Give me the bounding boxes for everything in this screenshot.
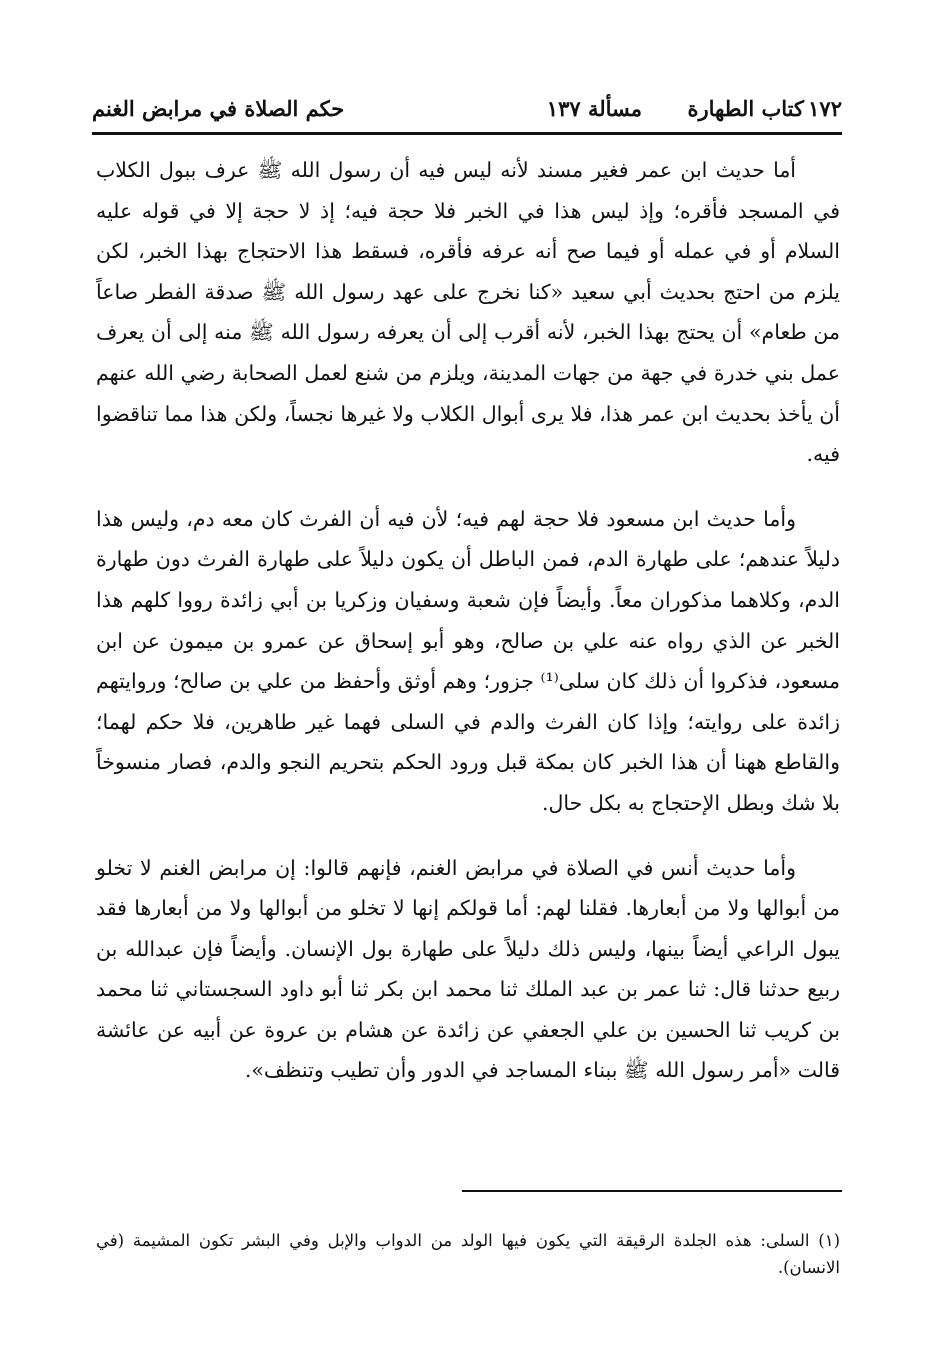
paragraph-ibn-umar: أما حديث ابن عمر فغير مسند لأنه ليس فيه أن رسول الله ﷺ عرف ببول الكلاب في المسجد فأقره؛ وإذ ليس هذا في الخبر فلا حجة فيه؛ إذ لا حجة إلا في قوله عليه السلام أو في عمله أو فيما صح أنه عرفه فأقره، فسقط هذا الاحتجاج بهذا الخبر، لكن يلزم من احتج بحديث أبي سعيد «كنا نخرج على عهد رسول الله ﷺ صدقة الفطر صاعاً من طعام» أن يحتج بهذا الخبر، لأنه أقرب إلى أن يعرفه رسول الله ﷺ منه إلى أن يعرف عمل بني خدرة في جهة من جهات المدينة، ويلزم من شنع لعمل الصحابة رضي الله عنهم أن يأخذ بحديث ابن عمر هذا، فلا يرى أبوال الكلاب ولا غيرها نجساً، ولكن هذا مما تناقضوا فيه.	[96, 158, 841, 467]
footnote-rule	[462, 1190, 842, 1192]
paragraph-ibn-masud: وأما حديث ابن مسعود فلا حجة لهم فيه؛ لأن فيه أن الفرث كان معه دم، وليس هذا دليلاً عندهم؛ على طهارة الدم، فمن الباطل أن يكون دليلاً على طهارة الفرث دون طهارة الدم، وكلاهما مذكوران معاً. وأيضاً فإن شعبة وسفيان وزكريا بن أبي زائدة رووا كلهم هذا الخبر عن الذي رواه عنه علي بن صالح، وهو أبو إسحاق عن عمرو بن ميمون عن ابن مسعود، فذكروا أن ذلك كان سلى⁽¹⁾ جزور؛ وهم أوثق وأحفظ من علي بن صالح؛ وروايتهم زائدة على روايته؛ وإذا كان الفرث والدم في السلى فهما غير طاهرين، فلا حكم لهما؛ والقاطع ههنا أن هذا الخبر كان بمكة قبل ورود الحكم بتحريم النجو والدم، فصار منسوخاً بلا شك وبطل الإحتجاج به بكل حال.	[96, 506, 840, 815]
running-header	[92, 96, 842, 130]
footnote: (١) السلى: هذه الجلدة الرقيقة التي يكون فيها الولد من الدواب والإبل وفي البشر تكون المشيمة (في الانسان).	[96, 1231, 840, 1277]
book-title: كتاب الطهارة	[687, 96, 804, 121]
issue-number: مسألة ١٣٧	[546, 96, 642, 121]
paragraph-anas: وأما حديث أنس في الصلاة في مرابض الغنم، فإنهم قالوا: إن مرابض الغنم لا تخلو من أبوالها ولا من أبعارها. فقلنا لهم: أما قولكم إنها لا تخلو من أبوالها ولا من أبعارها فقد يبول الراعي أيضاً بينها، وليس ذلك دليلاً على طهارة بول الإنسان. وأيضاً فإن عبدالله بن ربيع حدثنا قال: ثنا عمر بن عبد الملك ثنا محمد ابن بكر ثنا أبو داود السجستاني ثنا محمد بن كريب ثنا الحسين بن علي الجعفي عن زائدة عن هشام بن عروة عن أبيه عن عائشة قالت «أمر رسول الله ﷺ ببناء المساجد في الدور وأن تطيب وتنظف».	[96, 855, 840, 1083]
chapter-title: حكم الصلاة في مرابض الغنم	[92, 96, 345, 121]
header-rule	[92, 132, 842, 135]
main-text	[96, 150, 840, 1091]
page-number: ١٧٢	[808, 96, 842, 121]
